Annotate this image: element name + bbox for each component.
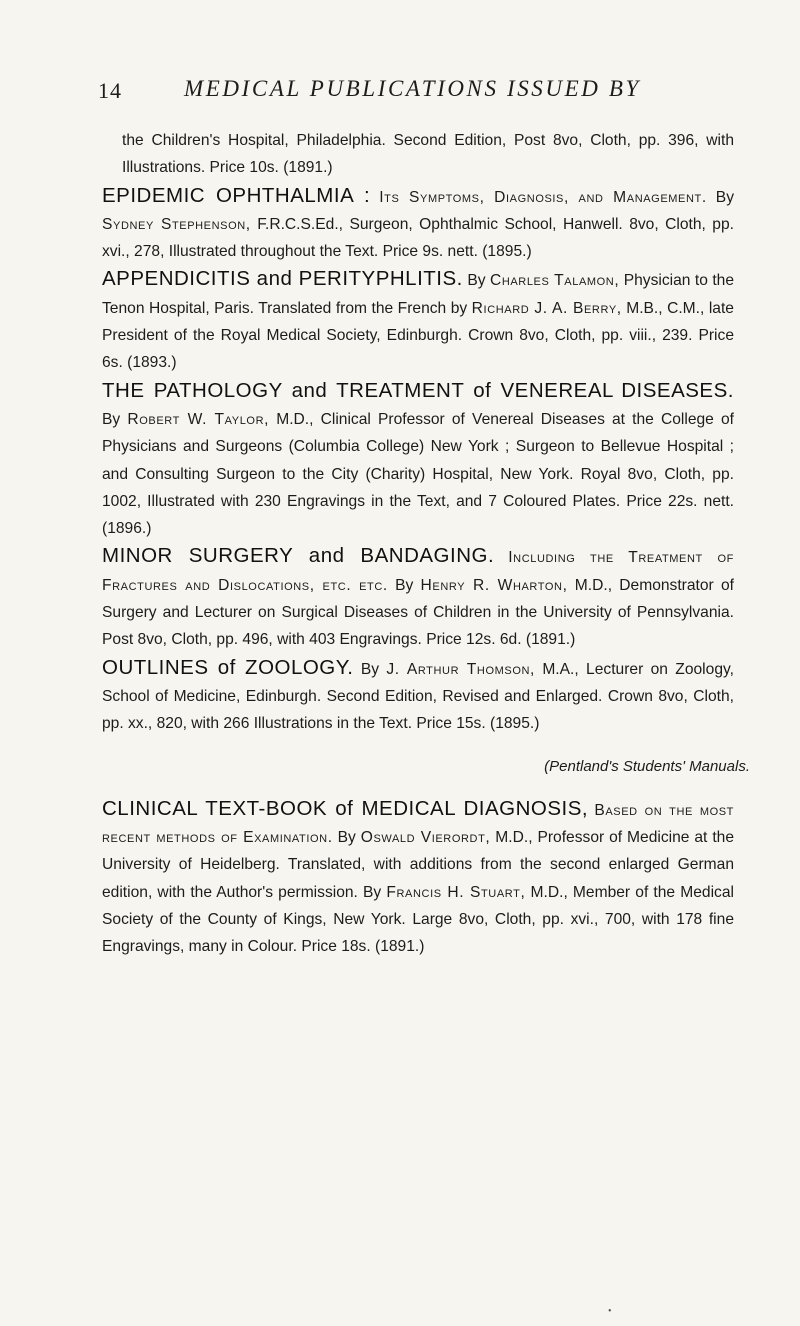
author-prefix: By — [467, 272, 486, 290]
catalogue-entry — [102, 542, 734, 653]
entry-title-line2: DISEASES. — [621, 378, 734, 402]
entry-description: F.R.C.S.Ed., Surgeon, Ophthalmic School, Hanwell. 8vo, Cloth, pp. xvi., 278, Illustrated throughout the Text. Price 9s. nett. (1895.) — [102, 215, 734, 261]
author-prefix: By — [102, 410, 121, 428]
entry-title: CLINICAL TEXT-BOOK of MEDICAL DIAGNOSIS, — [102, 796, 589, 820]
printer-mark: • — [608, 1306, 612, 1317]
entry-subtitle: Including the Treatment of Fractures and Dislocations, etc. etc. — [102, 549, 734, 594]
page-number: 14 — [98, 78, 122, 103]
entry-author: Henry R. Wharton, — [420, 576, 568, 594]
entry-description-continued: M.B., C.M., late President of the Royal Medical Society, Edinburgh. Crown 8vo, Cloth, pp. viii., 239. Price 6s. (1893.) — [102, 299, 734, 372]
entry-author: Charles Talamon, — [489, 272, 620, 290]
catalogue-entry — [102, 795, 734, 961]
series-note: (Pentland's Students' Manuals. — [544, 757, 750, 775]
author-prefix: By — [360, 660, 380, 678]
entry-translator: Richard J. A. Berry, — [471, 299, 622, 317]
entry-author: Oswald Vierordt, — [360, 829, 491, 847]
entry-translator: Francis H. Stuart, — [386, 883, 526, 901]
entry-title: MINOR SURGERY and BANDAGING. — [102, 544, 495, 568]
entry-description-continued: M.D., Member of the Medical Society of the County of Kings, New York. Large 8vo, Cloth, pp. xvi., 700, with 178 fine Engravings, many in Colour. Price 18s. (1891.) — [102, 883, 734, 956]
entry-author: Sydney Stephenson, — [102, 215, 251, 233]
page-header — [0, 76, 800, 106]
author-prefix: By — [337, 829, 356, 847]
continued-entry-text: the Children's Hospital, Philadelphia. Second Edition, Post 8vo, Cloth, pp. 396, with Illustrations. Price 10s. (1891.) — [122, 132, 734, 177]
entry-author: J. Arthur Thomson, — [386, 660, 535, 678]
catalogue-entry — [102, 654, 734, 738]
author-prefix: By — [395, 576, 414, 594]
entry-description: Physician to the Tenon Hospital, Paris. Translated from the French by — [102, 272, 735, 317]
catalogue-entry — [102, 182, 734, 266]
entry-title: OUTLINES of ZOOLOGY. — [102, 655, 354, 679]
entry-description: M.A., Lecturer on Zoology, School of Medicine, Edinburgh. Second Edition, Revised and Enlarged. Crown 8vo, Cloth, pp. xx., 820, with 266 Illustrations in the Text. Price 15s. (1895.) — [102, 660, 734, 733]
catalogue-entry — [102, 377, 734, 543]
entry-title: THE PATHOLOGY and TREATMENT of VENEREAL — [102, 378, 614, 402]
entry-subtitle: Its Symptoms, Diagnosis, and Management. — [379, 188, 707, 206]
running-title: MEDICAL PUBLICATIONS ISSUED BY — [184, 76, 641, 101]
entry-description: M.D., Professor of Medicine at the University of Heidelberg. Translated, with additions from the second enlarged German edition, with the Author's permission. By — [102, 829, 734, 901]
entry-description: M.D., Demonstrator of Surgery and Lecturer on Surgical Diseases of Children in the University of Pennsylvania. Post 8vo, Cloth, pp. 496, with 403 Engravings. Price 12s. 6d. (1891.) — [102, 576, 734, 649]
entry-subtitle: Based on the most recent methods of Examination. — [102, 801, 734, 847]
entry-author: Robert W. Taylor, — [127, 410, 270, 428]
catalogue-body — [102, 127, 750, 961]
entry-title: EPIDEMIC OPHTHALMIA : — [102, 183, 371, 207]
entry-title: APPENDICITIS and PERITYPHLITIS. — [102, 267, 463, 291]
author-prefix: By — [715, 188, 734, 206]
entry-description: M.D., Clinical Professor of Venereal Diseases at the College of Physicians and Surgeons (Columbia College) New York ; Surgeon to Bellevue Hospital ; and Consulting Surgeon to the City (Charity) Hospital, New York. Royal 8vo, Cloth, pp. 1002, Illustrated with 230 Engravings in the Text, and 7 Coloured Plates. Price 22s. nett. (1896.) — [102, 410, 735, 538]
catalogue-entry — [102, 265, 734, 376]
